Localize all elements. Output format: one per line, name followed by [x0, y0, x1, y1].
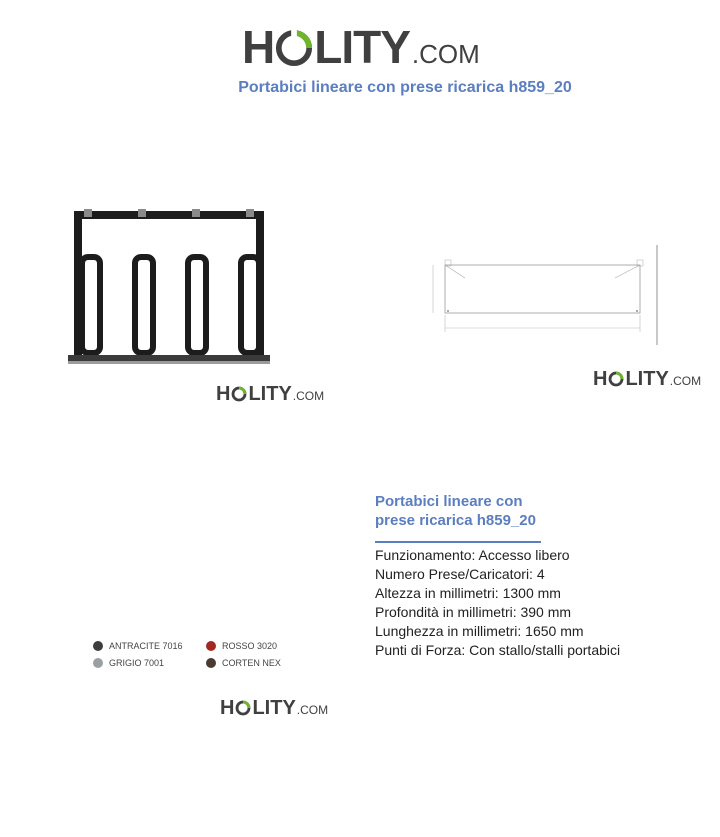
logo-letter-h: H: [593, 368, 608, 390]
spec-title: [375, 492, 536, 530]
logo-domain: .COM: [296, 703, 329, 717]
swatch-label: ROSSO 3020: [222, 641, 278, 651]
holity-logo-drawing[interactable]: [593, 368, 701, 391]
logo-o-icon: [275, 29, 313, 67]
spec-title-line-1: Portabici lineare con: [375, 493, 523, 510]
logo-o-icon: [231, 386, 247, 402]
color-dot-icon: [93, 658, 103, 668]
swatch-antracite: [93, 641, 183, 651]
swatch-label: ANTRACITE 7016: [109, 641, 183, 651]
logo-letters-lity: LITY: [314, 21, 410, 73]
swatch-grigio: [93, 658, 164, 668]
logo-letter-h: H: [242, 21, 275, 73]
swatch-label: CORTEN NEX: [222, 658, 281, 668]
logo-letters-lity: LITY: [252, 697, 296, 719]
logo-domain: .COM: [669, 374, 702, 388]
holity-logo-product[interactable]: [216, 383, 324, 406]
product-image: [64, 205, 274, 370]
spec-title-line-2: prese ricarica h859_20: [375, 512, 536, 529]
logo-letters-lity: LITY: [248, 383, 292, 405]
spec-item: Numero Prese/Caricatori: 4: [375, 566, 545, 582]
color-dot-icon: [93, 641, 103, 651]
holity-logo-colors[interactable]: [220, 697, 328, 720]
logo-domain: .COM: [292, 389, 325, 403]
logo-letters-lity: LITY: [625, 368, 669, 390]
spec-item: Profondità in millimetri: 390 mm: [375, 604, 572, 620]
page-title: Portabici lineare con prese ricarica h859_20: [238, 79, 572, 96]
spec-list: [375, 546, 620, 660]
logo-domain: .COM: [411, 39, 480, 69]
spec-item: Funzionamento: Accesso libero: [375, 547, 570, 563]
swatch-label: GRIGIO 7001: [109, 658, 165, 668]
technical-drawing-image: [415, 240, 660, 350]
color-dot-icon: [206, 658, 216, 668]
swatch-corten: [206, 658, 281, 668]
spec-divider: [375, 541, 541, 543]
spec-item: Altezza in millimetri: 1300 mm: [375, 585, 561, 601]
logo-o-icon: [235, 700, 251, 716]
logo-letter-h: H: [220, 697, 235, 719]
spec-item: Lunghezza in millimetri: 1650 mm: [375, 623, 584, 639]
holity-logo[interactable]: [242, 20, 480, 73]
swatch-rosso: [206, 641, 277, 651]
logo-letter-h: H: [216, 383, 231, 405]
color-dot-icon: [206, 641, 216, 651]
spec-item: Punti di Forza: Con stallo/stalli portabici: [375, 642, 621, 658]
logo-o-icon: [608, 371, 624, 387]
